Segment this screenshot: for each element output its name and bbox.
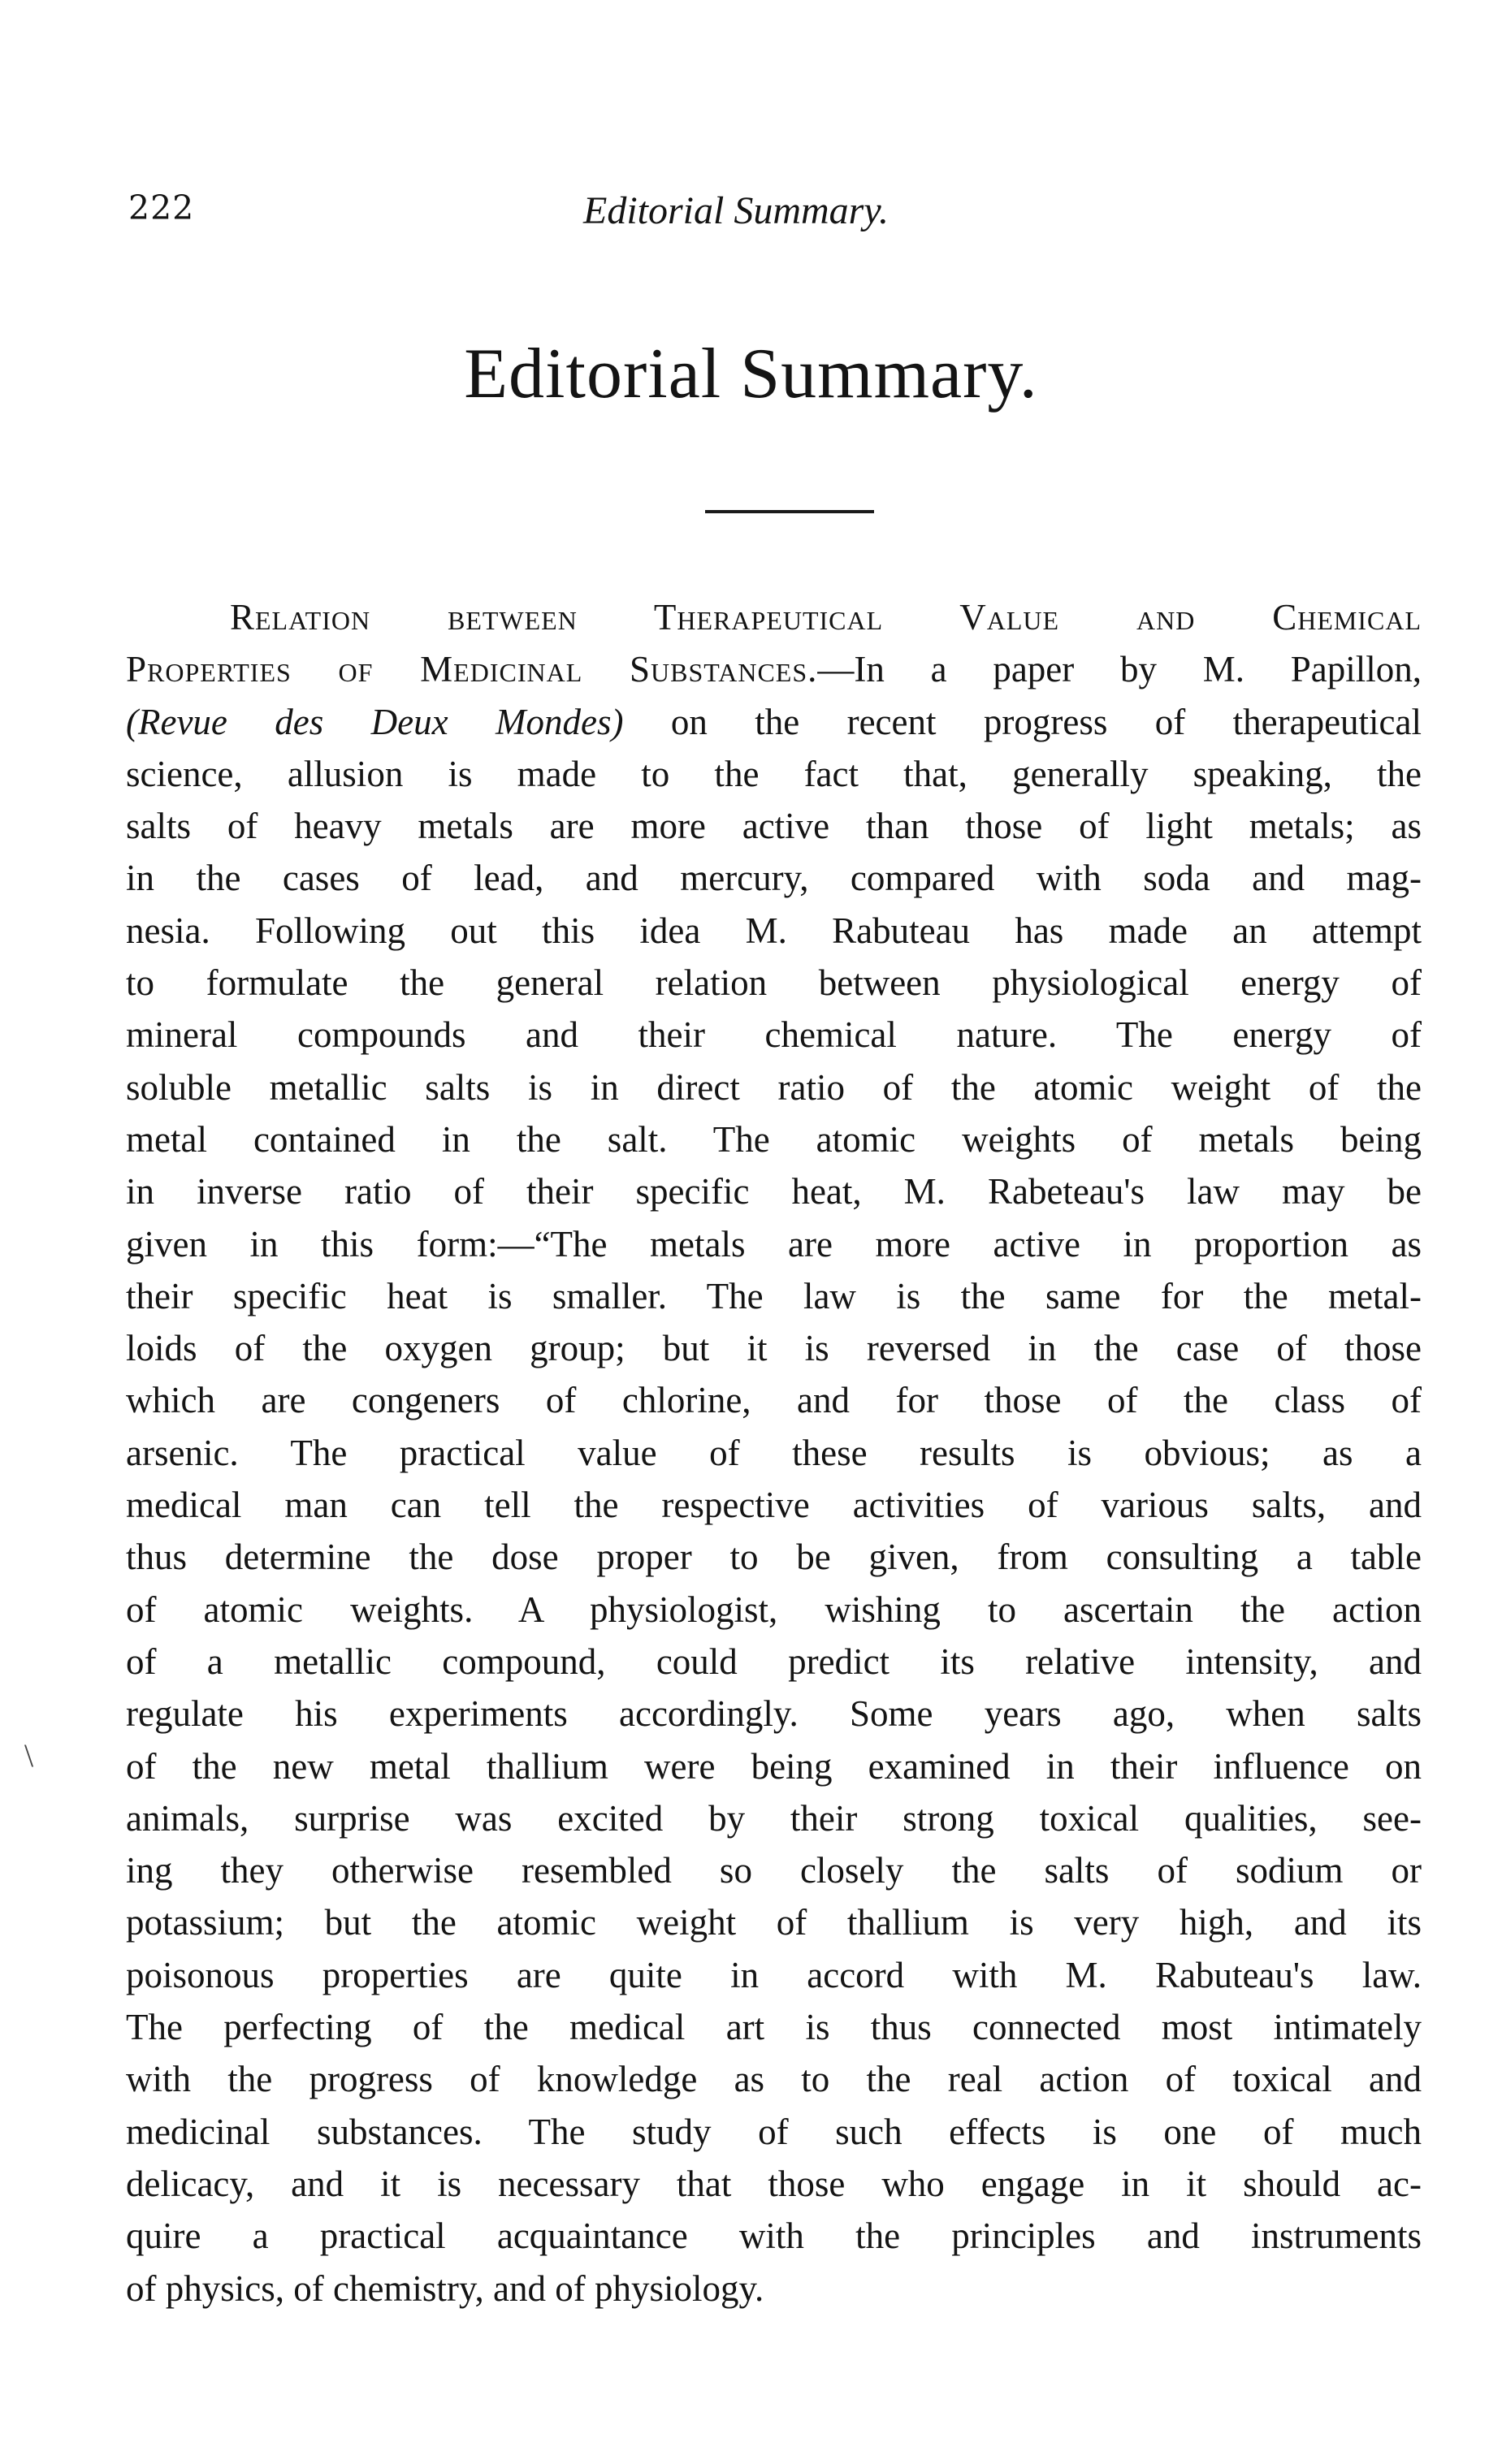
body-line: given in this form:—“The metals are more active in proportion as xyxy=(126,1223,1422,1264)
body-line: loids of the oxygen group; but it is reversed in the case of those xyxy=(126,1328,1422,1369)
section-heading-part2: Properties of Medicinal Substances. xyxy=(126,649,818,690)
body-line: potassium; but the atomic weight of thallium is very high, and its xyxy=(126,1902,1422,1943)
body-line: thus determine the dose proper to be given, from consulting a table xyxy=(126,1537,1422,1578)
title-rule xyxy=(705,510,874,513)
body-line: their specific heat is smaller. The law is the same for the metal- xyxy=(126,1275,1422,1316)
article-title: Editorial Summary. xyxy=(464,335,1038,413)
body-line: salts of heavy metals are more active than those of light metals; as xyxy=(126,806,1422,847)
body-line: medicinal substances. The study of such effects is one of much xyxy=(126,2111,1422,2152)
body-line: which are congeners of chlorine, and for those of the class of xyxy=(126,1380,1422,1421)
body-line: with the progress of knowledge as to the real action of toxical and xyxy=(126,2059,1422,2100)
margin-mark: \ xyxy=(24,1737,34,1774)
body-line: Properties of Medicinal Substances.—In a paper by M. Papillon, xyxy=(126,649,1422,690)
body-line: to formulate the general relation between physiological energy of xyxy=(126,962,1422,1004)
body-line: regulate his experiments accordingly. Some years ago, when salts xyxy=(126,1693,1422,1735)
running-head xyxy=(0,188,1502,245)
body-line: quire a practical acquaintance with the principles and instruments xyxy=(126,2215,1422,2257)
body-line: poisonous properties are quite in accord with M. Rabuteau's law. xyxy=(126,1954,1422,1995)
body-line: arsenic. The practical value of these results is obvious; as a xyxy=(126,1432,1422,1473)
body-line: mineral compounds and their chemical nature. The energy of xyxy=(126,1014,1422,1056)
body-line: ing they otherwise resembled so closely the salts of sodium or xyxy=(126,1850,1422,1891)
body-line: metal contained in the salt. The atomic weights of metals being xyxy=(126,1118,1422,1160)
section-heading-part1: Relation between Therapeutical Value and Chemical xyxy=(230,597,1422,638)
body-line: of physics, of chemistry, and of physiology. xyxy=(126,2267,764,2309)
body-line: animals, surprise was excited by their strong toxical qualities, see- xyxy=(126,1797,1422,1839)
running-title: Editorial Summary. xyxy=(583,189,890,232)
body-line: soluble metallic salts is in direct ratio of the atomic weight of the xyxy=(126,1066,1422,1108)
citation: (Revue des Deux Mondes) xyxy=(126,701,624,742)
body-line xyxy=(126,591,1422,643)
body-line: of a metallic compound, could predict its relative intensity, and xyxy=(126,1641,1422,1682)
body-line: (Revue des Deux Mondes) on the recent progress of therapeutical xyxy=(126,701,1422,742)
body-line: of the new metal thallium were being examined in their influence on xyxy=(126,1745,1422,1787)
body-line: The perfecting of the medical art is thus connected most intimately xyxy=(126,2007,1422,2048)
body-line: of atomic weights. A physiologist, wishing to ascertain the action xyxy=(126,1589,1422,1630)
body-line: in inverse ratio of their specific heat, M. Rabeteau's law may be xyxy=(126,1171,1422,1213)
body-line: delicacy, and it is necessary that those who engage in it should ac- xyxy=(126,2163,1422,2204)
body-line: nesia. Following out this idea M. Rabuteau has made an attempt xyxy=(126,910,1422,951)
body-line: medical man can tell the respective activities of various salts, and xyxy=(126,1485,1422,1526)
body-line: science, allusion is made to the fact that, generally speaking, the xyxy=(126,753,1422,794)
body-line: in the cases of lead, and mercury, compared with soda and mag- xyxy=(126,858,1422,899)
page-number: 222 xyxy=(128,188,195,227)
article-body xyxy=(126,591,1422,2315)
